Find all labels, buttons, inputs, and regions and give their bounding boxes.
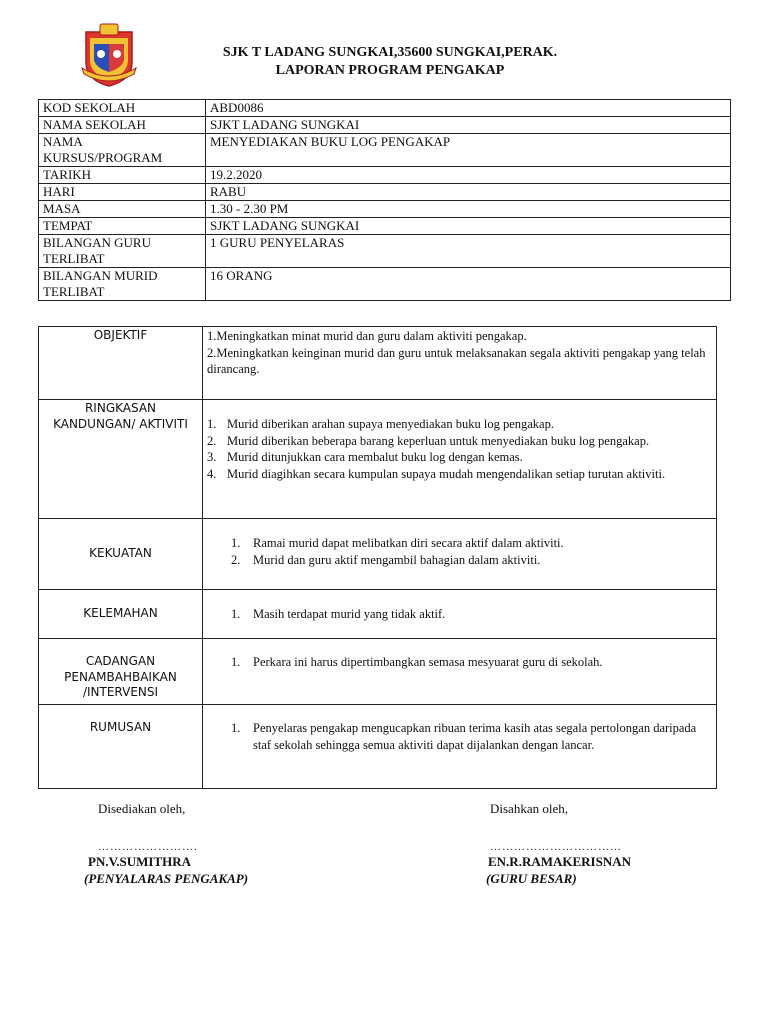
- section-label: KELEMAHAN: [39, 590, 203, 639]
- list-item: 1.Meningkatkan minat murid dan guru dalam aktiviti pengakap.: [207, 329, 527, 343]
- prepared-by-name: PN.V.SUMITHRA: [88, 854, 192, 869]
- info-row: [39, 134, 731, 167]
- approved-by-name: EN.R.RAMAKERISNAN: [488, 854, 632, 869]
- info-row: [39, 117, 731, 134]
- section-label: OBJEKTIF: [39, 327, 203, 400]
- school-info-table: [38, 99, 731, 301]
- info-value: ABD0086: [206, 100, 731, 117]
- report-row-kekuatan: [39, 519, 717, 590]
- report-table: [38, 326, 717, 789]
- info-value: RABU: [206, 184, 731, 201]
- info-label: BILANGAN GURU TERLIBAT: [39, 235, 206, 268]
- info-value: 1 GURU PENYELARAS: [206, 235, 731, 268]
- report-row-kelemahan: [39, 590, 717, 639]
- info-label: BILANGAN MURID TERLIBAT: [39, 268, 206, 301]
- list-item: 2. Murid diberikan beberapa barang keperluan untuk menyediakan buku log pengakap.: [207, 433, 650, 448]
- info-label: KOD SEKOLAH: [39, 100, 206, 117]
- approved-by-caption: Disahkan oleh,: [490, 801, 568, 816]
- prepared-by-caption: Disediakan oleh,: [98, 801, 186, 816]
- report-row-rumusan: [39, 705, 717, 789]
- info-value: SJKT LADANG SUNGKAI: [206, 117, 731, 134]
- info-value: 19.2.2020: [206, 167, 731, 184]
- info-row: [39, 235, 731, 268]
- info-value: 16 ORANG: [206, 268, 731, 301]
- section-label: KEKUATAN: [39, 519, 203, 590]
- approved-by-signature-line: ……………………………: [490, 841, 622, 853]
- info-row: [39, 218, 731, 235]
- list-item: 1. Penyelaras pengakap mengucapkan ribuan terima kasih atas segala pertolongan daripada staf sekolah sehingga semua aktiviti dapat dijalankan dengan lancar.: [231, 721, 697, 752]
- info-label: NAMA KURSUS/PROGRAM: [39, 134, 206, 167]
- info-label: HARI: [39, 184, 206, 201]
- list-item: 3. Murid ditunjukkan cara membalut buku log dengan kemas.: [207, 450, 523, 464]
- info-label: TARIKH: [39, 167, 206, 184]
- prepared-by-role: (PENYALARAS PENGAKAP): [84, 871, 249, 886]
- school-title: SJK T LADANG SUNGKAI,35600 SUNGKAI,PERAK.: [222, 45, 558, 60]
- list-item: 1. Perkara ini harus dipertimbangkan semasa mesyuarat guru di sekolah.: [231, 655, 603, 669]
- list-item: 2. Murid dan guru aktif mengambil bahagian dalam aktiviti.: [231, 552, 541, 567]
- info-row: [39, 184, 731, 201]
- report-title: LAPORAN PROGRAM PENGAKAP: [275, 63, 505, 78]
- report-row-aktiviti: [39, 400, 717, 519]
- info-label: MASA: [39, 201, 206, 218]
- list-item: 1. Masih terdapat murid yang tidak aktif.: [231, 606, 446, 621]
- section-label: RINGKASAN KANDUNGAN/ AKTIVITI: [39, 400, 203, 519]
- section-label: RUMUSAN: [39, 705, 203, 789]
- list-item: 1. Ramai murid dapat melibatkan diri secara aktif dalam aktiviti.: [231, 536, 564, 550]
- info-row: [39, 201, 731, 218]
- info-label: TEMPAT: [39, 218, 206, 235]
- report-row-objektif: [39, 327, 717, 400]
- report-row-cadangan: [39, 639, 717, 705]
- list-item: 2.Meningkatkan keinginan murid dan guru untuk melaksanakan segala aktiviti pengakap yang telah dirancang.: [207, 345, 706, 376]
- section-label: CADANGAN PENAMBAHBAIKAN /INTERVENSI: [39, 639, 203, 705]
- info-row: [39, 100, 731, 117]
- info-row: [39, 167, 731, 184]
- list-item: 4. Murid diagihkan secara kumpulan supaya mudah mengendalikan setiap turutan aktiviti.: [207, 466, 666, 481]
- info-value: SJKT LADANG SUNGKAI: [206, 218, 731, 235]
- list-item: 1. Murid diberikan arahan supaya menyediakan buku log pengakap.: [207, 417, 554, 431]
- approved-by-role: (GURU BESAR): [486, 871, 577, 886]
- info-value: MENYEDIAKAN BUKU LOG PENGAKAP: [206, 134, 731, 167]
- info-value: 1.30 - 2.30 PM: [206, 201, 731, 218]
- prepared-by-signature-line: …………………….: [98, 841, 198, 853]
- school-crest-icon: [80, 22, 138, 88]
- info-label: NAMA SEKOLAH: [39, 117, 206, 134]
- info-row: [39, 268, 731, 301]
